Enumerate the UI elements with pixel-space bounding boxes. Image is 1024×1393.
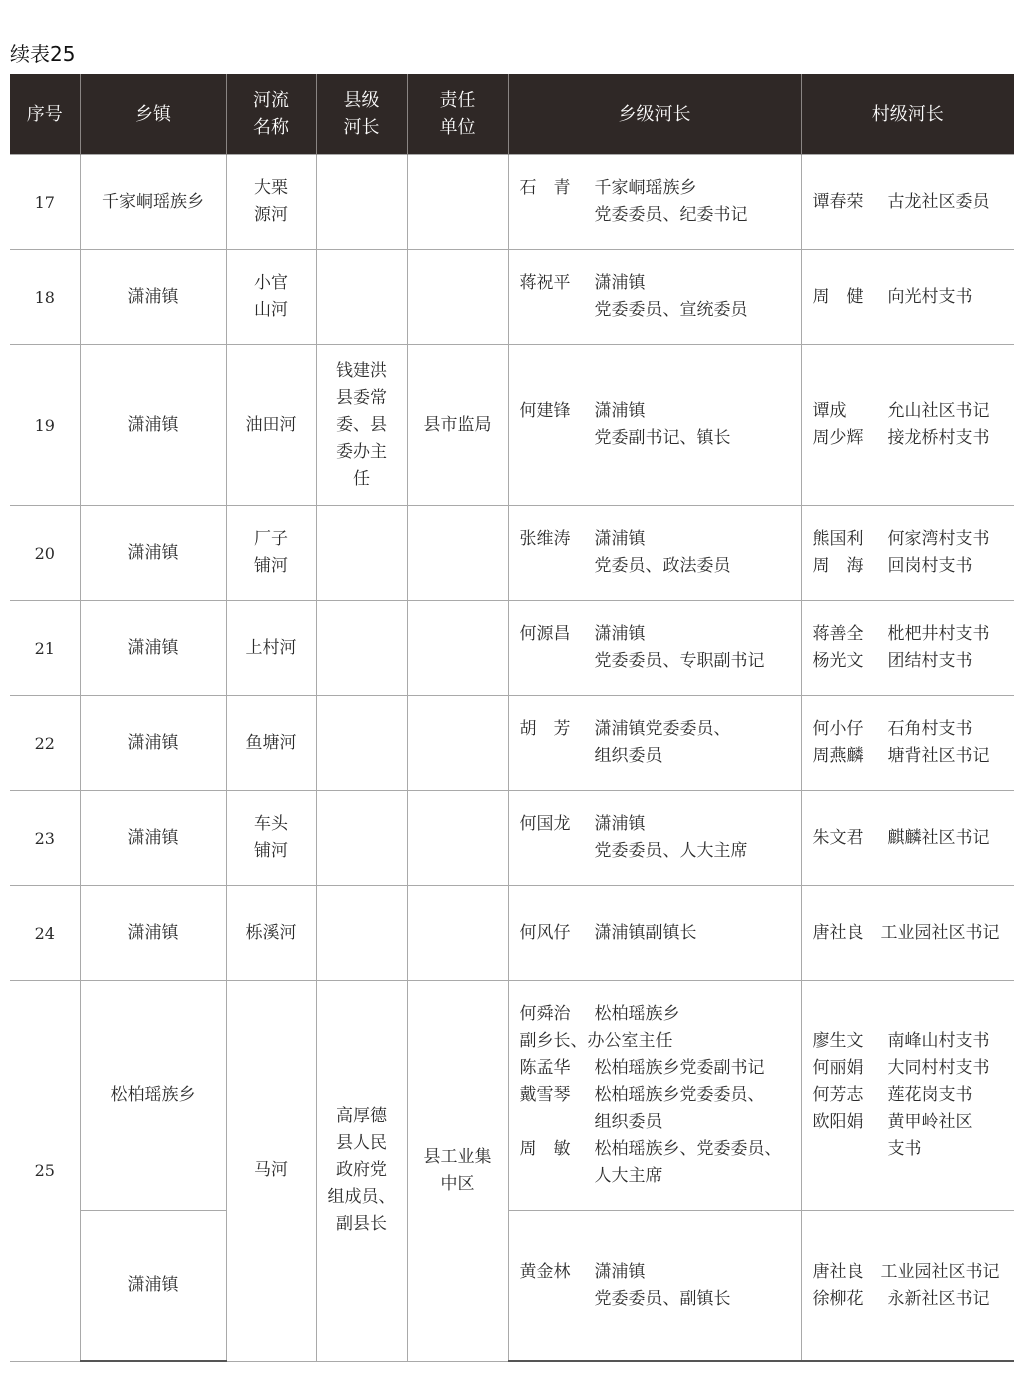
row-town: 潇浦镇 xyxy=(80,601,226,696)
row-township-chief: 张维涛 潇浦镇 党委员、政法委员 xyxy=(508,506,801,601)
row-village-chief: 谭春荣 古龙社区委员 xyxy=(801,155,1014,250)
row-unit xyxy=(407,506,508,601)
row-county-chief xyxy=(316,886,407,981)
row-town: 潇浦镇 xyxy=(80,506,226,601)
row-county-chief xyxy=(316,791,407,886)
header-town: 乡镇 xyxy=(80,74,226,155)
table-row xyxy=(10,250,1014,345)
row-county-chief xyxy=(316,250,407,345)
header-village-chief: 村级河长 xyxy=(801,74,1014,155)
row-county-chief: 钱建洪 县委常 委、县 委办主 任 xyxy=(316,345,407,506)
row-river: 厂子 铺河 xyxy=(226,506,316,601)
row-village-chief: 唐社良 工业园社区书记 徐柳花 永新社区书记 xyxy=(801,1211,1014,1362)
row-town: 松柏瑶族乡 xyxy=(80,981,226,1211)
row-village-chief: 熊国利 何家湾村支书 周 海 回岗村支书 xyxy=(801,506,1014,601)
table-row xyxy=(10,345,1014,506)
row-river: 车头 铺河 xyxy=(226,791,316,886)
row-village-chief: 谭成 允山社区书记 周少辉 接龙桥村支书 xyxy=(801,345,1014,506)
table-caption: 续表25 xyxy=(10,42,76,66)
row-river: 大栗 源河 xyxy=(226,155,316,250)
table-row xyxy=(10,791,1014,886)
row-unit xyxy=(407,601,508,696)
header-river: 河流 名称 xyxy=(226,74,316,155)
row-number: 22 xyxy=(10,696,80,791)
table-row xyxy=(10,155,1014,250)
row-unit xyxy=(407,886,508,981)
row-town: 潇浦镇 xyxy=(80,1211,226,1362)
row-river: 栎溪河 xyxy=(226,886,316,981)
row-township-chief: 胡 芳 潇浦镇党委委员、 组织委员 xyxy=(508,696,801,791)
table-row xyxy=(10,506,1014,601)
row-unit: 县工业集 中区 xyxy=(407,981,508,1362)
row-town: 潇浦镇 xyxy=(80,791,226,886)
row-village-chief: 周 健 向光村支书 xyxy=(801,250,1014,345)
row-township-chief: 何风仔 潇浦镇副镇长 xyxy=(508,886,801,981)
table-row xyxy=(10,696,1014,791)
row-township-chief: 蒋祝平 潇浦镇 党委委员、宣统委员 xyxy=(508,250,801,345)
row-unit xyxy=(407,155,508,250)
row-county-chief xyxy=(316,506,407,601)
row-township-chief: 何建锋 潇浦镇 党委副书记、镇长 xyxy=(508,345,801,506)
row-township-chief: 黄金林 潇浦镇 党委委员、副镇长 xyxy=(508,1211,801,1362)
table-row xyxy=(10,601,1014,696)
row-town: 潇浦镇 xyxy=(80,250,226,345)
row-county-chief: 高厚德 县人民 政府党 组成员、 副县长 xyxy=(316,981,407,1362)
row-river: 上村河 xyxy=(226,601,316,696)
row-river: 马河 xyxy=(226,981,316,1362)
row-township-chief: 何源昌 潇浦镇 党委委员、专职副书记 xyxy=(508,601,801,696)
row-unit xyxy=(407,250,508,345)
row-number: 17 xyxy=(10,155,80,250)
row-number: 21 xyxy=(10,601,80,696)
row-number: 19 xyxy=(10,345,80,506)
row-county-chief xyxy=(316,601,407,696)
row-unit xyxy=(407,791,508,886)
row-township-chief: 何舜治 松柏瑶族乡 副乡长、办公室主任 陈孟华 松柏瑶族乡党委副书记 戴雪琴 松柏瑶族乡党委委员、 组织委员 周 敏 松柏瑶族乡、党委委员、 人大主席 xyxy=(508,981,801,1211)
row-unit xyxy=(407,696,508,791)
row-number: 18 xyxy=(10,250,80,345)
row-unit: 县市监局 xyxy=(407,345,508,506)
row-number: 25 xyxy=(10,981,80,1362)
row-number: 24 xyxy=(10,886,80,981)
row-county-chief xyxy=(316,696,407,791)
header-unit: 责任 单位 xyxy=(407,74,508,155)
row-number: 20 xyxy=(10,506,80,601)
row-town: 潇浦镇 xyxy=(80,886,226,981)
table-row xyxy=(10,981,1014,1211)
row-township-chief: 石 青 千家峒瑶族乡 党委委员、纪委书记 xyxy=(508,155,801,250)
row-village-chief: 廖生文 南峰山村支书 何丽娟 大同村村支书 何芳志 莲花岗支书 欧阳娟 黄甲岭社区 支书 xyxy=(801,981,1014,1211)
row-village-chief: 蒋善全 枇杷井村支书 杨光文 团结村支书 xyxy=(801,601,1014,696)
header-county-chief: 县级 河长 xyxy=(316,74,407,155)
row-village-chief: 何小仔 石角村支书 周燕麟 塘背社区书记 xyxy=(801,696,1014,791)
row-river: 小官 山河 xyxy=(226,250,316,345)
row-town: 潇浦镇 xyxy=(80,345,226,506)
header-seq: 序号 xyxy=(10,74,80,155)
row-river: 油田河 xyxy=(226,345,316,506)
row-town: 千家峒瑶族乡 xyxy=(80,155,226,250)
table-row xyxy=(10,886,1014,981)
river-chief-table xyxy=(10,74,1014,1362)
row-county-chief xyxy=(316,155,407,250)
row-township-chief: 何国龙 潇浦镇 党委委员、人大主席 xyxy=(508,791,801,886)
row-river: 鱼塘河 xyxy=(226,696,316,791)
row-village-chief: 朱文君 麒麟社区书记 xyxy=(801,791,1014,886)
row-village-chief: 唐社良 工业园社区书记 xyxy=(801,886,1014,981)
header-township-chief: 乡级河长 xyxy=(508,74,801,155)
row-town: 潇浦镇 xyxy=(80,696,226,791)
row-number: 23 xyxy=(10,791,80,886)
table-row xyxy=(10,1211,1014,1362)
header-row xyxy=(10,74,1014,155)
